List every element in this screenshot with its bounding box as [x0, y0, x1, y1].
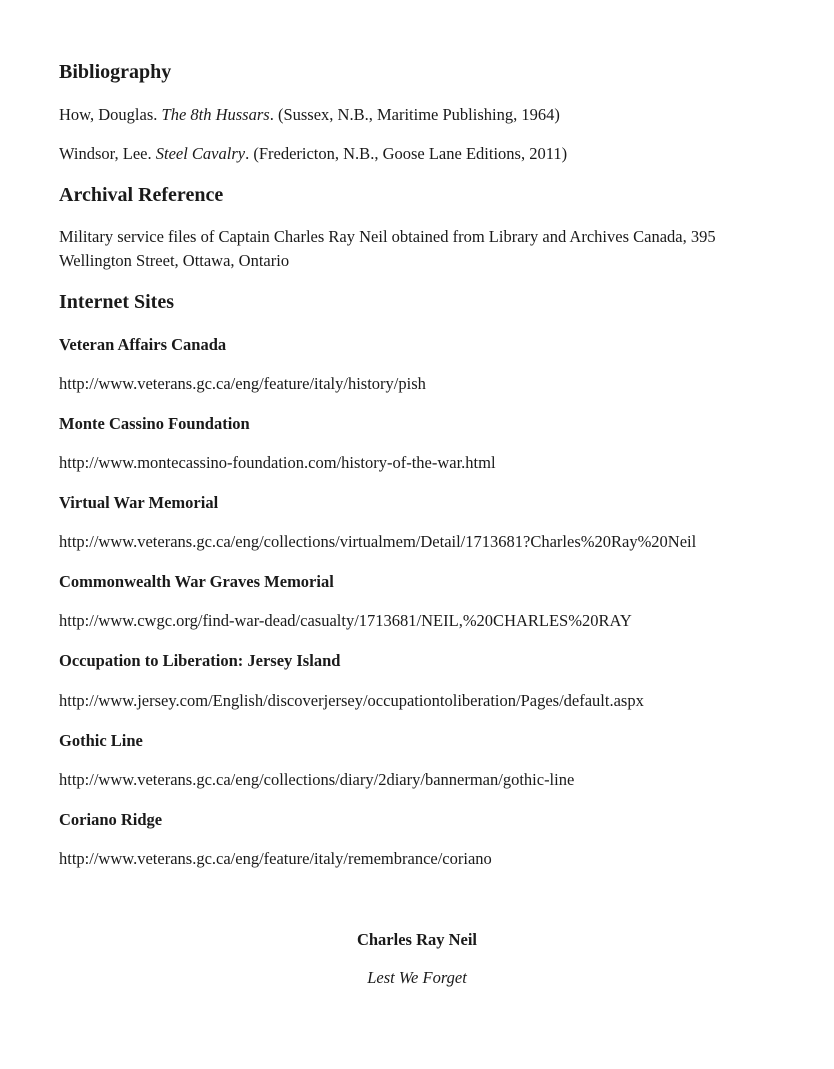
site-url[interactable]: http://www.jersey.com/English/discoverjersey/occupationtoliberation/Pages/default.aspx	[59, 691, 644, 710]
archival-text: Military service files of Captain Charles Ray Neil obtained from Library and Archives Canada, 395 Wellington Street, Ottawa, Ontario	[59, 227, 716, 270]
bibliography-entry	[59, 103, 560, 127]
closing-name: Charles Ray Neil	[356, 930, 478, 949]
site-url[interactable]: http://www.veterans.gc.ca/eng/feature/italy/history/pish	[59, 374, 426, 393]
entry-author: How, Douglas.	[59, 105, 162, 124]
site-name: Veteran Affairs Canada	[59, 335, 227, 354]
site-url[interactable]: http://www.montecassino-foundation.com/history-of-the-war.html	[59, 453, 496, 472]
entry-title: The 8th Hussars	[161, 105, 270, 124]
site-url[interactable]: http://www.veterans.gc.ca/eng/collections/virtualmem/Detail/1713681?Charles%20Ray%20Neil	[59, 532, 697, 551]
entry-title: Steel Cavalry	[155, 144, 246, 163]
archival-heading: Archival Reference	[59, 184, 224, 206]
entry-details: . (Fredericton, N.B., Goose Lane Editions, 2011)	[245, 144, 568, 163]
bibliography-heading: Bibliography	[59, 61, 172, 83]
site-url[interactable]: http://www.veterans.gc.ca/eng/collections/diary/2diary/bannerman/gothic-line	[59, 770, 575, 789]
closing-motto: Lest We Forget	[367, 968, 467, 987]
site-name: Monte Cassino Foundation	[59, 414, 250, 433]
internet-heading: Internet Sites	[59, 291, 174, 313]
site-name: Occupation to Liberation: Jersey Island	[59, 651, 341, 670]
bibliography-entry	[59, 142, 567, 166]
site-url[interactable]: http://www.cwgc.org/find-war-dead/casualty/1713681/NEIL,%20CHARLES%20RAY	[59, 611, 632, 630]
site-url[interactable]: http://www.veterans.gc.ca/eng/feature/italy/remembrance/coriano	[59, 849, 492, 868]
site-name: Gothic Line	[59, 731, 143, 750]
site-name: Commonwealth War Graves Memorial	[59, 572, 334, 591]
site-name: Virtual War Memorial	[59, 493, 219, 512]
entry-details: . (Sussex, N.B., Maritime Publishing, 1964)	[269, 105, 560, 124]
entry-author: Windsor, Lee.	[59, 144, 156, 163]
site-name: Coriano Ridge	[59, 810, 163, 829]
